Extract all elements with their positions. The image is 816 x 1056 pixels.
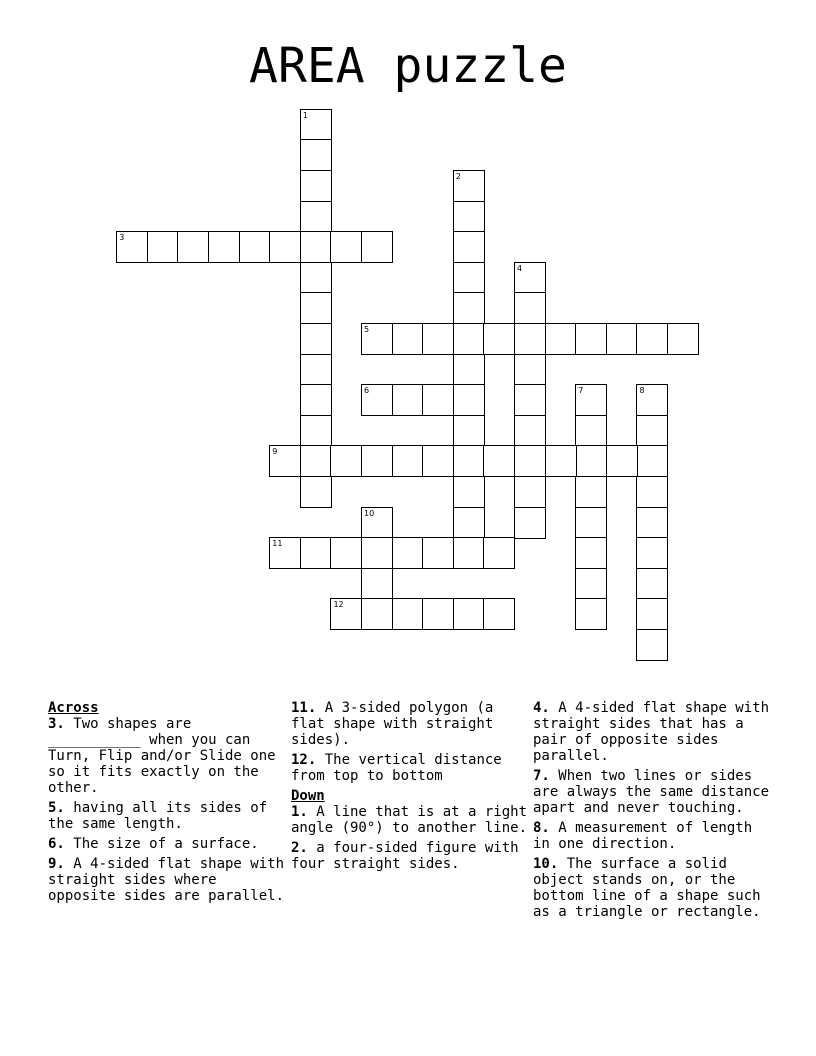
crossword-cell[interactable]: [300, 323, 332, 355]
crossword-cell[interactable]: [575, 384, 607, 416]
clue-item: [291, 840, 529, 872]
crossword-cell[interactable]: [300, 476, 332, 508]
crossword-cell[interactable]: [361, 568, 393, 600]
clue-number-label: 4: [517, 263, 523, 273]
crossword-cell[interactable]: [636, 598, 668, 630]
crossword-cell[interactable]: [575, 445, 607, 477]
crossword-cell[interactable]: [636, 476, 668, 508]
crossword-cell[interactable]: [453, 476, 485, 508]
clue-item: [533, 820, 771, 852]
clue-number: 1.: [291, 804, 308, 820]
crossword-cell[interactable]: [300, 170, 332, 202]
clue-item: [533, 856, 771, 920]
crossword-cell[interactable]: [239, 231, 271, 263]
clue-item: [533, 768, 771, 816]
clue-text: When two lines or sides are always the same distance apart and never touching.: [533, 768, 770, 816]
crossword-cell[interactable]: [300, 415, 332, 447]
crossword-cell[interactable]: [361, 507, 393, 539]
crossword-cell[interactable]: [422, 445, 454, 477]
crossword-cell[interactable]: [514, 292, 546, 324]
crossword-cell[interactable]: [300, 445, 332, 477]
clue-number: 10.: [533, 856, 559, 872]
clue-list: [533, 700, 771, 920]
crossword-cell[interactable]: [514, 323, 546, 355]
crossword-cell[interactable]: [361, 537, 393, 569]
crossword-cell[interactable]: [361, 384, 393, 416]
crossword-cell[interactable]: [453, 537, 485, 569]
crossword-cell[interactable]: [361, 231, 393, 263]
clue-number-label: 1: [302, 110, 308, 120]
crossword-cell[interactable]: [483, 537, 515, 569]
clue-number-label: 8: [639, 386, 645, 396]
clue-text: having all its sides of the same length.: [48, 800, 268, 832]
crossword-cell[interactable]: [330, 231, 362, 263]
crossword-cell[interactable]: [575, 507, 607, 539]
crossword-cell[interactable]: [575, 598, 607, 630]
crossword-cell[interactable]: [269, 537, 301, 569]
clue-number-label: 6: [364, 386, 370, 396]
crossword-cell[interactable]: [636, 445, 668, 477]
clue-text: A measurement of length in one direction.: [533, 820, 753, 852]
clues-column-1: [48, 700, 286, 908]
crossword-cell[interactable]: [453, 201, 485, 233]
crossword-cell[interactable]: [575, 415, 607, 447]
crossword-cell[interactable]: [453, 231, 485, 263]
crossword-cell[interactable]: [453, 170, 485, 202]
clue-text: The surface a solid object stands on, or the bottom line of a shape such as a triangle or rectangle.: [533, 856, 761, 920]
clue-number-label: 10: [364, 508, 375, 518]
crossword-cell[interactable]: [636, 384, 668, 416]
crossword-cell[interactable]: [606, 445, 638, 477]
crossword-cell[interactable]: [453, 415, 485, 447]
crossword-cell[interactable]: [453, 384, 485, 416]
crossword-cell[interactable]: [453, 292, 485, 324]
clue-number-label: 2: [455, 172, 461, 182]
crossword-cell[interactable]: [269, 445, 301, 477]
crossword-cell[interactable]: [575, 476, 607, 508]
crossword-cell[interactable]: [514, 476, 546, 508]
crossword-cell[interactable]: [361, 445, 393, 477]
clue-text: The size of a surface.: [64, 836, 259, 852]
crossword-cell[interactable]: [330, 445, 362, 477]
crossword-cell[interactable]: [606, 323, 638, 355]
clues-column-2: [291, 700, 529, 876]
crossword-cell[interactable]: [575, 537, 607, 569]
crossword-cell[interactable]: [300, 262, 332, 294]
clue-text: A 4-sided flat shape with straight sides where opposite sides are parallel.: [48, 856, 285, 904]
crossword-cell[interactable]: [453, 354, 485, 386]
crossword-cell[interactable]: [514, 445, 546, 477]
crossword-cell[interactable]: [514, 507, 546, 539]
clue-item: [291, 804, 529, 836]
clue-number: 12.: [291, 752, 317, 768]
crossword-cell[interactable]: [453, 598, 485, 630]
crossword-cell[interactable]: [330, 537, 362, 569]
clue-item: [291, 752, 529, 784]
crossword-cell[interactable]: [300, 384, 332, 416]
crossword-cell[interactable]: [300, 139, 332, 171]
clue-item: [48, 856, 286, 904]
crossword-cell[interactable]: [514, 354, 546, 386]
crossword-cell[interactable]: [330, 598, 362, 630]
crossword-cell[interactable]: [483, 598, 515, 630]
crossword-cell[interactable]: [636, 537, 668, 569]
crossword-cell[interactable]: [392, 445, 424, 477]
crossword-cell[interactable]: [422, 384, 454, 416]
crossword-cell[interactable]: [483, 323, 515, 355]
crossword-cell[interactable]: [545, 323, 577, 355]
crossword-cell[interactable]: [392, 537, 424, 569]
clue-text: a four-sided figure with four straight sides.: [291, 840, 519, 872]
crossword-cell[interactable]: [636, 568, 668, 600]
down-heading: Down: [291, 788, 325, 804]
page-title: AREA puzzle: [249, 38, 567, 94]
clue-number: 11.: [291, 700, 317, 716]
across-heading: Across: [48, 700, 99, 716]
crossword-cell[interactable]: [453, 262, 485, 294]
crossword-cell[interactable]: [575, 323, 607, 355]
crossword-cell[interactable]: [453, 323, 485, 355]
crossword-cell[interactable]: [116, 231, 148, 263]
clue-list: [291, 804, 529, 872]
crossword-cell[interactable]: [483, 445, 515, 477]
crossword-cell[interactable]: [636, 507, 668, 539]
clue-number-label: 12: [333, 600, 344, 610]
clue-item: [48, 716, 286, 796]
clue-text: A 4-sided flat shape with straight sides that has a pair of opposite sides parallel.: [533, 700, 770, 764]
crossword-cell[interactable]: [300, 201, 332, 233]
clue-number-label: 3: [119, 233, 125, 243]
clue-list: [291, 700, 529, 784]
clue-item: [291, 700, 529, 748]
crossword-cell[interactable]: [361, 323, 393, 355]
crossword-cell[interactable]: [636, 415, 668, 447]
crossword-cell[interactable]: [422, 323, 454, 355]
clue-item: [48, 800, 286, 832]
clue-text: A line that is at a right angle (90°) to another line.: [291, 804, 528, 836]
clue-item: [48, 836, 286, 852]
crossword-cell[interactable]: [453, 445, 485, 477]
crossword-cell[interactable]: [514, 384, 546, 416]
crossword-cell[interactable]: [147, 231, 179, 263]
crossword-cell[interactable]: [514, 415, 546, 447]
crossword-cell[interactable]: [269, 231, 301, 263]
clue-item: [533, 700, 771, 764]
clue-number: 6.: [48, 836, 65, 852]
clue-number: 3.: [48, 716, 65, 732]
crossword-cell[interactable]: [300, 109, 332, 141]
clue-number-label: 5: [364, 325, 370, 335]
crossword-cell[interactable]: [392, 384, 424, 416]
crossword-cell[interactable]: [300, 537, 332, 569]
clue-number: 4.: [533, 700, 550, 716]
clues-column-3: [533, 700, 771, 924]
crossword-cell[interactable]: [422, 537, 454, 569]
crossword-cell[interactable]: [636, 323, 668, 355]
clue-number-label: 7: [578, 386, 584, 396]
crossword-cell[interactable]: [667, 323, 699, 355]
clue-number: 9.: [48, 856, 65, 872]
clue-text: A 3-sided polygon (a flat shape with straight sides).: [291, 700, 494, 748]
crossword-cell[interactable]: [177, 231, 209, 263]
crossword-cell[interactable]: [545, 445, 577, 477]
clue-number-label: 9: [272, 447, 278, 457]
crossword-cell[interactable]: [392, 323, 424, 355]
clue-number: 8.: [533, 820, 550, 836]
crossword-cell[interactable]: [300, 292, 332, 324]
crossword-cell[interactable]: [514, 262, 546, 294]
clue-text: Two shapes are ___________ when you can Turn, Flip and/or Slide one so it fits exactly on the other.: [48, 716, 276, 796]
crossword-cell[interactable]: [300, 231, 332, 263]
clue-number: 2.: [291, 840, 308, 856]
clue-list: [48, 716, 286, 904]
crossword-cell[interactable]: [208, 231, 240, 263]
crossword-cell[interactable]: [392, 598, 424, 630]
crossword-cell[interactable]: [300, 354, 332, 386]
crossword-cell[interactable]: [453, 507, 485, 539]
crossword-cell[interactable]: [636, 629, 668, 661]
clue-number: 7.: [533, 768, 550, 784]
crossword-cell[interactable]: [422, 598, 454, 630]
clue-number-label: 11: [272, 539, 283, 549]
crossword-cell[interactable]: [575, 568, 607, 600]
clue-number: 5.: [48, 800, 65, 816]
clue-text: The vertical distance from top to bottom: [291, 752, 502, 784]
crossword-cell[interactable]: [361, 598, 393, 630]
